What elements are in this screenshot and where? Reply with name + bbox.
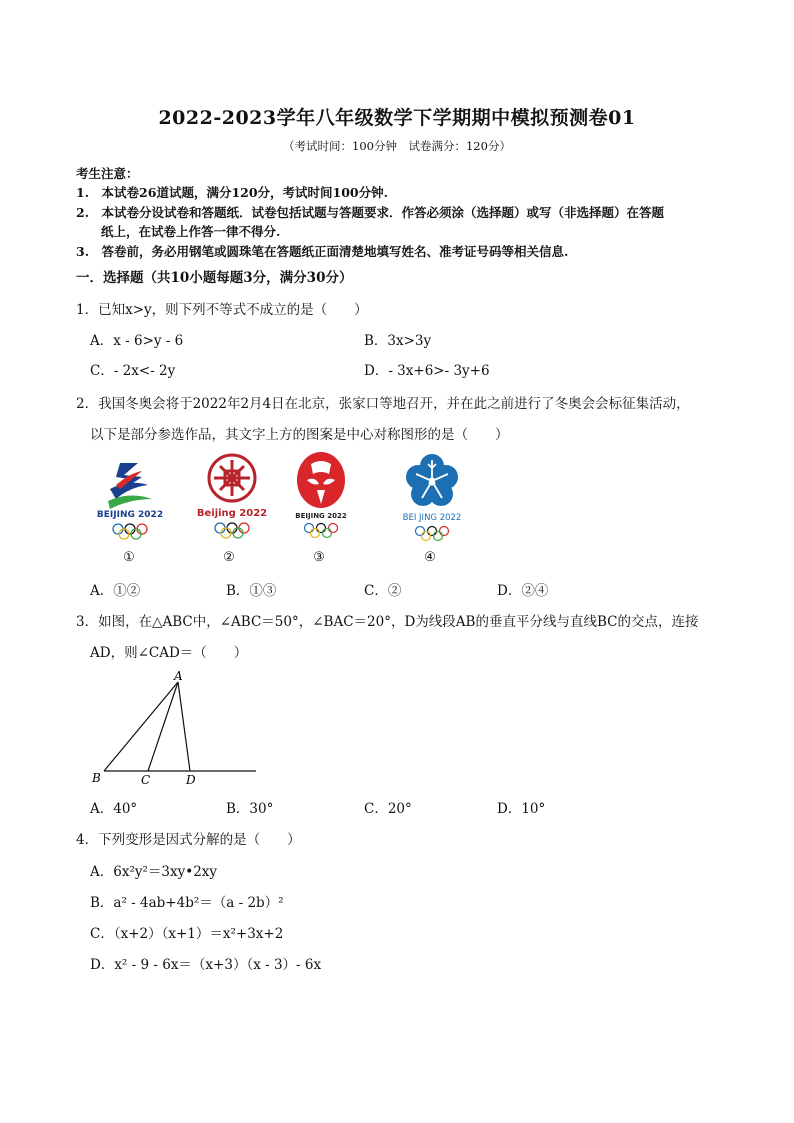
q1-option-d: D．- 3x+6>- 3y+6	[364, 363, 490, 379]
q3-option-b: B．30°	[226, 801, 274, 817]
q2-stem-line2: 以下是部分参选作品，其文字上方的图案是中心对称图形的是（ ）	[90, 427, 509, 443]
q2-option-b: B．①③	[226, 583, 277, 599]
q1-option-c: C．- 2x<- 2y	[90, 363, 176, 379]
logo-4-caption: ④	[424, 550, 436, 565]
logo-2-image	[192, 452, 272, 532]
logo-2-caption: ②	[223, 550, 235, 565]
logo-4-image	[390, 452, 474, 532]
logo-3-caption: ③	[313, 550, 325, 565]
q2-option-a: A．①②	[90, 583, 141, 599]
q3-option-a: A．40°	[90, 801, 138, 817]
q3-option-d: D．10°	[497, 801, 546, 817]
q3-stem-line1: 3．如图，在△ABC中，∠ABC＝50°，∠BAC＝20°，D为线段AB的垂直平分线与直线BC的交点，连接	[76, 614, 699, 630]
logo-1-image	[90, 455, 170, 535]
notes-item-1: 1. 本试卷26道试题，满分120分，考试时间100分钟.	[76, 185, 388, 200]
q4-option-c: C．（x+2）（x+1）＝x²+3x+2	[90, 926, 284, 942]
q3-stem-line2: AD，则∠CAD＝（ ）	[90, 645, 248, 661]
svg-text:BEIJING 2022: BEIJING 2022	[295, 512, 347, 520]
q2-stem-line1: 2．我国冬奥会将于2022年2月4日在北京，张家口等地召开，并在此之前进行了冬奥会会标征集活动，	[76, 396, 690, 412]
q4-stem: 4．下列变形是因式分解的是（ ）	[76, 832, 301, 848]
vertex-label-d: D	[186, 773, 196, 787]
q1-option-a: A．x - 6>y - 6	[90, 333, 184, 349]
q3-option-c: C．20°	[364, 801, 412, 817]
svg-text:BEIJING 2022: BEIJING 2022	[96, 510, 164, 520]
svg-text:BEI JING 2022: BEI JING 2022	[402, 513, 462, 523]
q1-option-b: B．3x>3y	[364, 333, 432, 349]
q1-stem: 1．已知x>y，则下列不等式不成立的是（ ）	[76, 302, 368, 318]
notes-heading: 考生注意：	[76, 166, 139, 181]
vertex-label-a: A	[174, 669, 183, 683]
notes-item-2: 2. 本试卷分设试卷和答题纸．试卷包括试题与答题要求．作答必须涂（选择题）或写（非选择题）在答题	[76, 205, 665, 220]
vertex-label-c: C	[141, 773, 151, 787]
q4-option-b: B．a² - 4ab+4b²＝（a - 2b）²	[90, 895, 284, 911]
logo-3-image	[283, 450, 363, 530]
notes-item-3: 3. 答卷前，务必用钢笔或圆珠笔在答题纸正面清楚地填写姓名、准考证号码等相关信息.	[76, 244, 569, 259]
notes-item-2-cont: 纸上，在试卷上作答一律不得分.	[76, 224, 281, 239]
exam-subtitle: （考试时间：100分钟 试卷满分：120分）	[283, 139, 511, 153]
q4-option-a: A．6x²y²＝3xy•2xy	[90, 864, 218, 880]
vertex-label-b: B	[92, 771, 101, 785]
q2-option-c: C．②	[364, 583, 402, 599]
section-heading: 一．选择题（共10小题每题3分，满分30分）	[76, 270, 353, 286]
q4-option-d: D．x² - 9 - 6x＝（x+3）（x - 3）- 6x	[90, 957, 322, 973]
exam-title: 2022-2023学年八年级数学下学期期中模拟预测卷01	[158, 107, 636, 129]
logo-1-caption: ①	[123, 550, 135, 565]
svg-text:Beijing 2022: Beijing 2022	[196, 508, 268, 519]
triangle-figure	[86, 664, 266, 790]
q2-option-d: D．②④	[497, 583, 549, 599]
